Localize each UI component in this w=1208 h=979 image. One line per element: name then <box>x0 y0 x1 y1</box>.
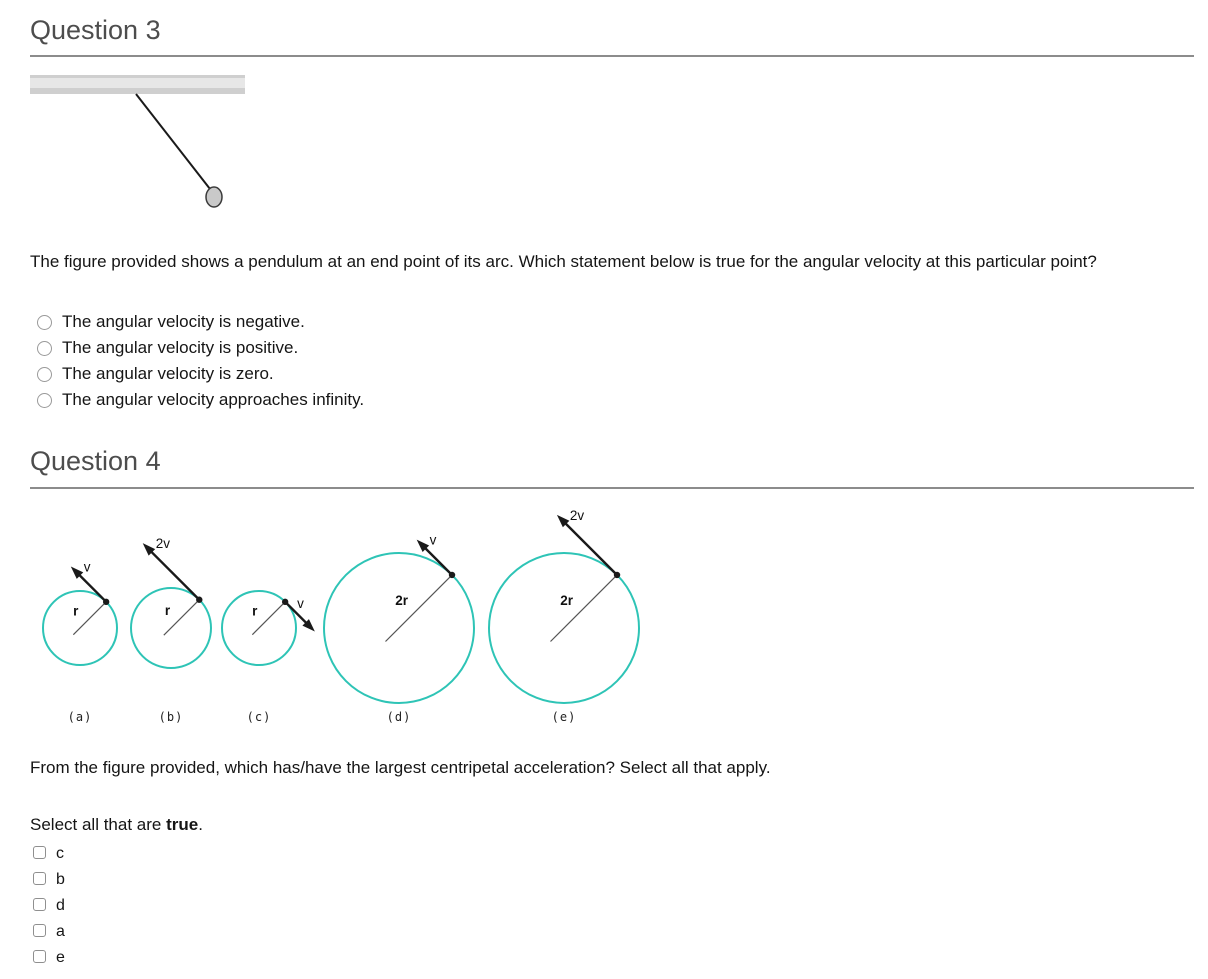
question3-section <box>30 10 1194 413</box>
q3-option-2-radio[interactable] <box>37 341 52 356</box>
radius-label: r <box>252 603 258 619</box>
question4-section <box>30 441 1194 970</box>
velocity-arrow-shaft <box>148 549 199 600</box>
q4-option-row-b[interactable] <box>33 867 65 893</box>
q4-option-b-label: b <box>56 870 65 888</box>
q3-option-row-3[interactable] <box>37 361 274 387</box>
velocity-label: v <box>297 595 304 611</box>
rim-point-dot <box>614 572 620 578</box>
velocity-label: v <box>429 532 437 548</box>
velocity-label: v <box>83 559 91 575</box>
velocity-label: 2v <box>569 507 585 523</box>
circle-caption: (b) <box>158 709 184 724</box>
radius-line <box>551 575 618 642</box>
circles-figure <box>30 501 1194 731</box>
pendulum-mount-bar-highlight <box>30 78 245 88</box>
q4-option-c-label: c <box>56 844 64 862</box>
radius-label: r <box>164 602 171 618</box>
q3-option-4-radio[interactable] <box>37 393 52 408</box>
velocity-label: 2v <box>155 535 170 551</box>
q4-option-row-c[interactable] <box>33 841 64 867</box>
velocity-arrow-shaft <box>422 545 452 575</box>
q4-option-a-checkbox[interactable] <box>33 924 46 937</box>
q3-option-3-label: The angular velocity is zero. <box>62 364 274 384</box>
q3-option-3-radio[interactable] <box>37 367 52 382</box>
question3-title: Question 3 <box>30 10 1194 57</box>
q4-option-row-a[interactable] <box>33 919 65 945</box>
q3-option-row-1[interactable] <box>37 309 305 335</box>
circle-caption: (d) <box>386 709 412 724</box>
q3-option-row-2[interactable] <box>37 335 298 361</box>
rim-point-dot <box>103 598 109 604</box>
figure-circle-group-2 <box>222 591 315 724</box>
radius-line <box>386 575 453 642</box>
question4-title: Question 4 <box>30 441 1194 488</box>
question4-prompt: From the figure provided, which has/have the largest centripetal acceleration? Select all that apply. <box>30 757 771 777</box>
q4-option-row-d[interactable] <box>33 893 65 919</box>
q4-option-b-checkbox[interactable] <box>33 872 46 885</box>
pendulum-figure-svg <box>30 75 290 215</box>
q4-option-d-label: d <box>56 896 65 914</box>
radius-label: 2r <box>560 592 573 608</box>
pendulum-string <box>136 94 210 189</box>
question3-prompt: The figure provided shows a pendulum at an end point of its arc. Which statement below is true for the angular velocity at this particular point? <box>30 252 1097 272</box>
velocity-arrow-shaft <box>563 520 617 574</box>
q3-option-2-label: The angular velocity is positive. <box>62 338 299 358</box>
q4-option-e-label: e <box>56 948 65 966</box>
q3-option-1-label: The angular velocity is negative. <box>62 312 305 332</box>
circle-caption: (a) <box>67 709 93 724</box>
rim-point-dot <box>196 596 202 602</box>
q3-option-row-4[interactable] <box>37 387 364 413</box>
pendulum-figure <box>30 75 1194 215</box>
q3-option-1-radio[interactable] <box>37 315 52 330</box>
q4-option-e-checkbox[interactable] <box>33 950 46 963</box>
select-instruction-suffix: . <box>198 814 203 834</box>
radius-label: 2r <box>395 592 408 608</box>
pendulum-bob <box>206 187 222 207</box>
figure-circle-group-3 <box>324 532 474 723</box>
figure-circle-group-4 <box>489 508 639 724</box>
select-instruction-prefix: Select all that are <box>30 814 167 834</box>
circles-figure-svg <box>30 501 675 731</box>
question4-options <box>30 841 1194 971</box>
q4-option-d-checkbox[interactable] <box>33 898 46 911</box>
rim-point-dot <box>282 598 288 604</box>
circle-caption: (c) <box>246 709 272 724</box>
velocity-arrow-shaft <box>76 572 106 602</box>
q3-option-4-label: The angular velocity approaches infinity. <box>62 390 365 410</box>
select-instruction <box>30 815 1194 835</box>
select-instruction-bold: true <box>166 814 199 834</box>
figure-circle-group-1 <box>131 536 211 724</box>
q4-option-c-checkbox[interactable] <box>33 846 46 859</box>
rim-point-dot <box>449 572 455 578</box>
q4-option-a-label: a <box>56 922 65 940</box>
figure-circle-group-0 <box>43 559 117 724</box>
circle-caption: (e) <box>551 709 577 724</box>
radius-label: r <box>73 603 79 619</box>
question3-options <box>30 309 1194 413</box>
